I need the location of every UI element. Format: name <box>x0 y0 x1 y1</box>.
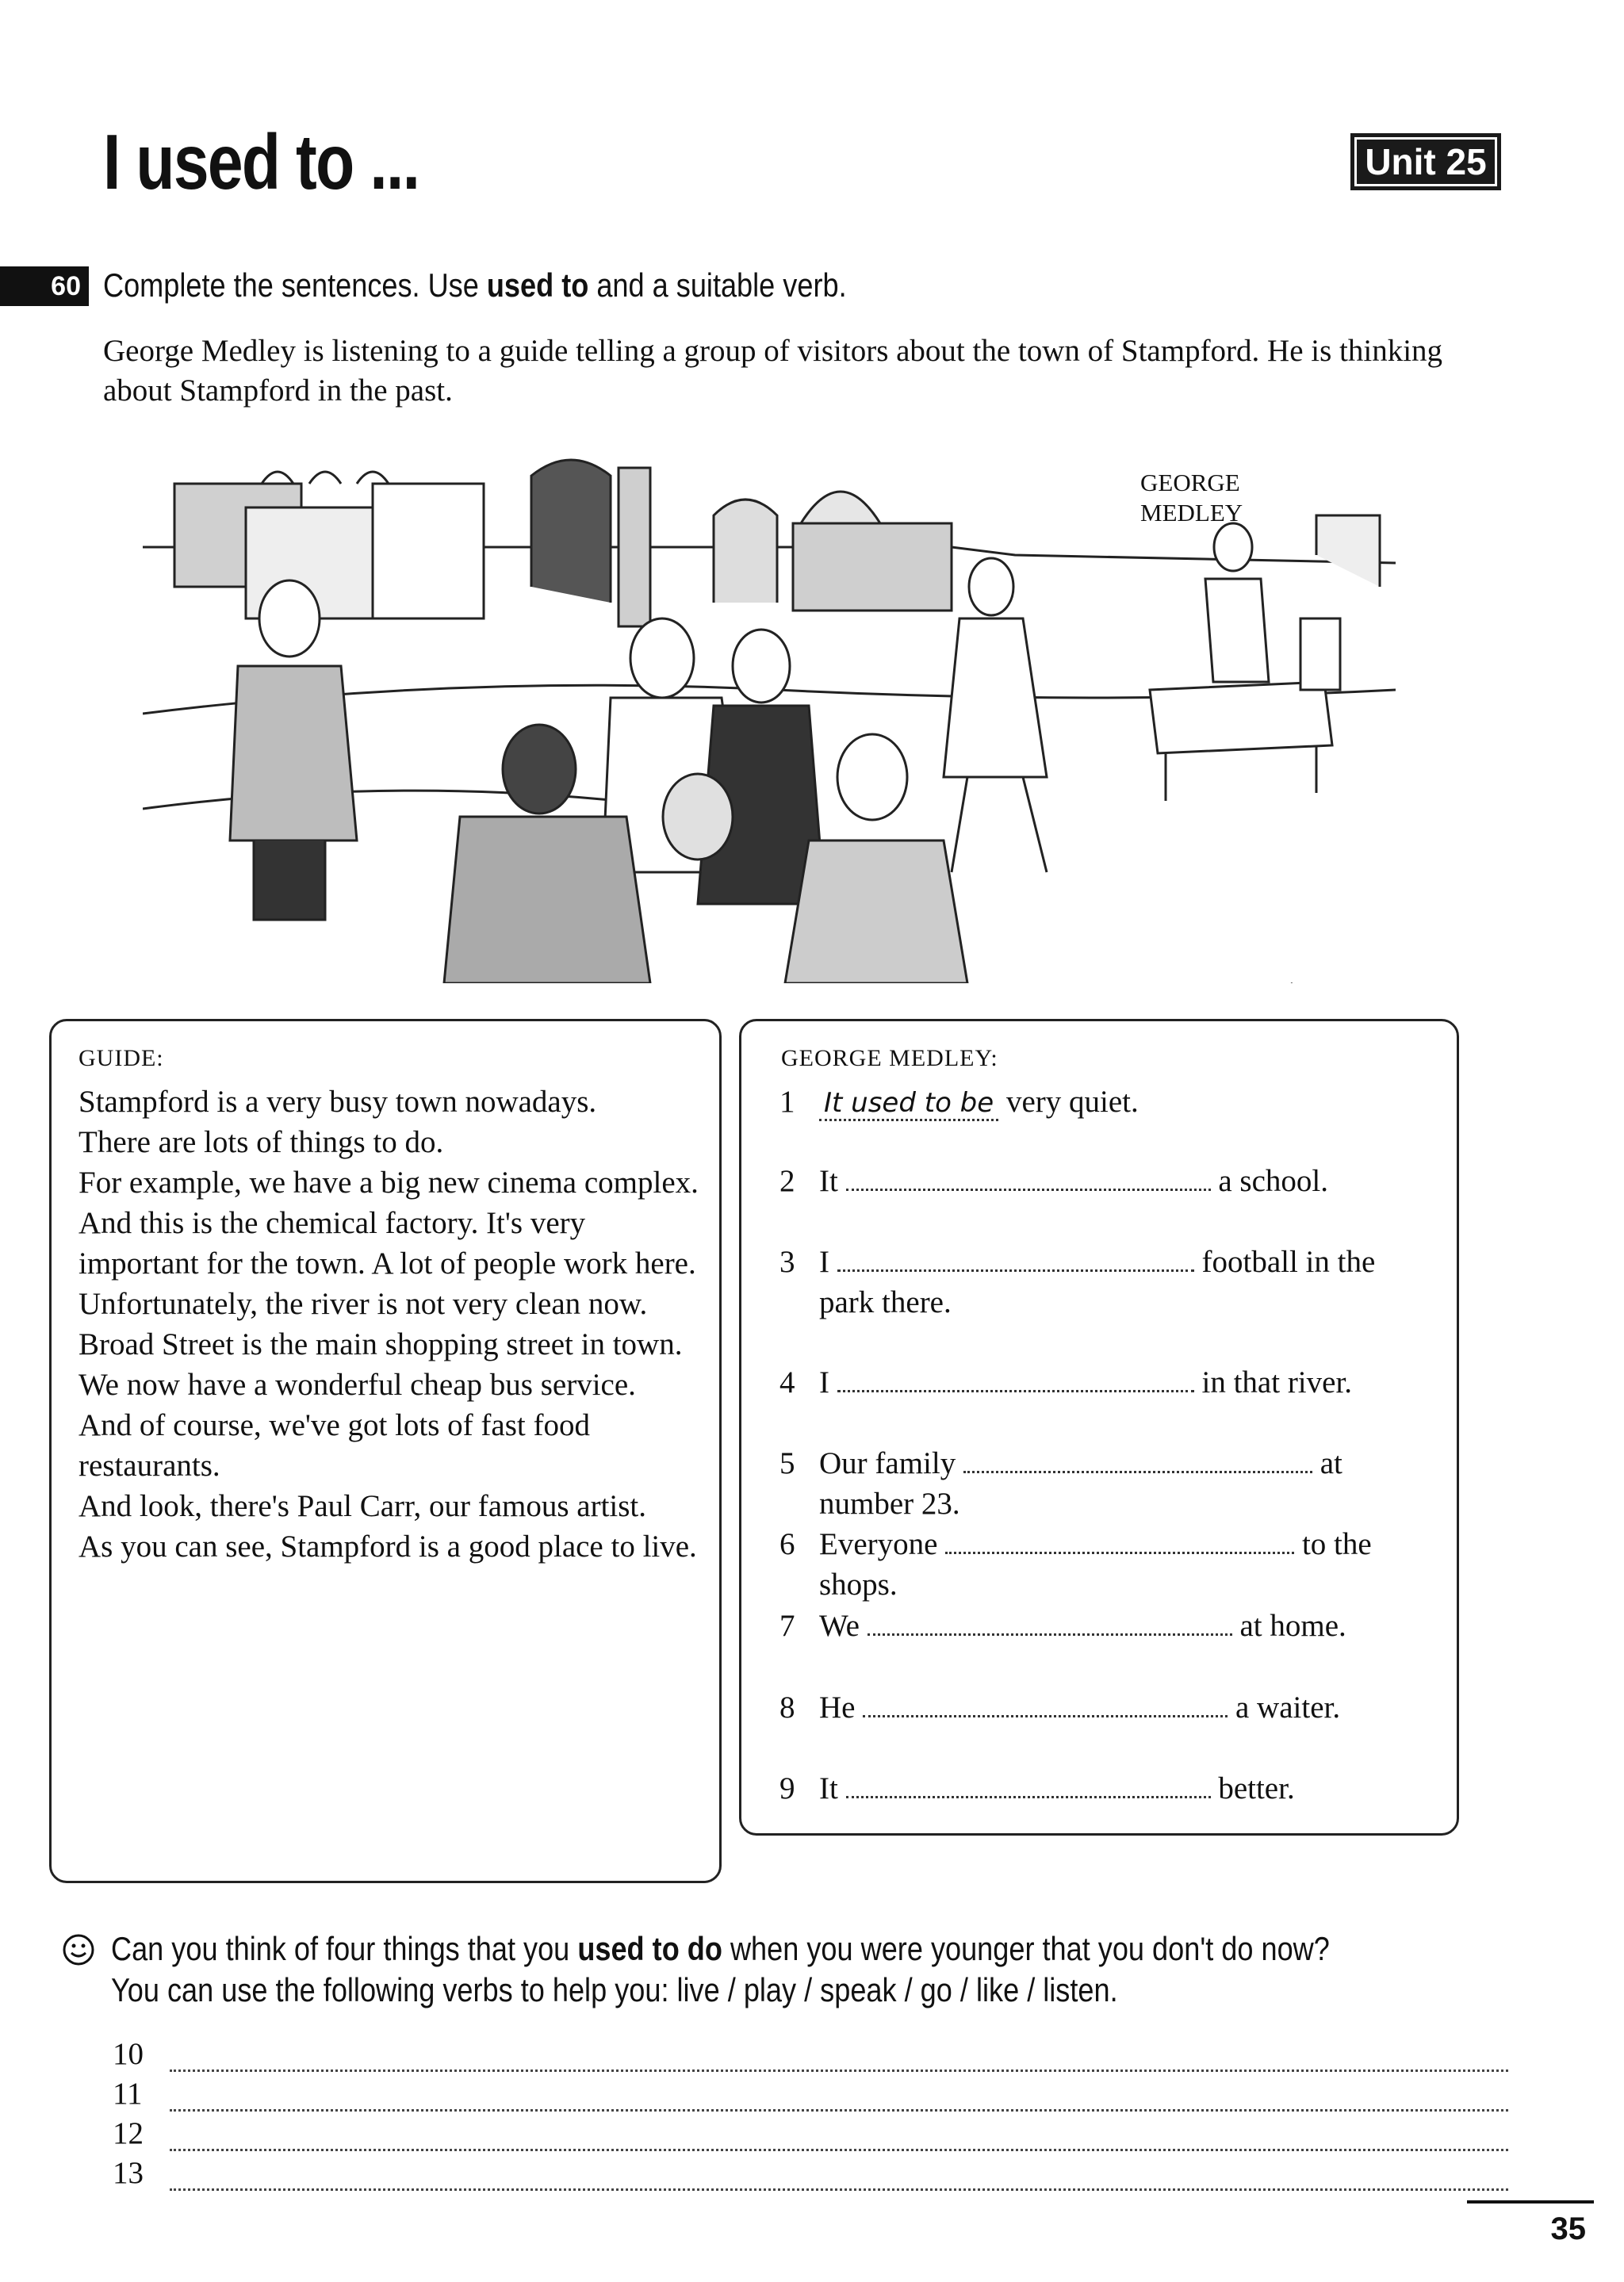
medley-heading: GEORGE MEDLEY: <box>781 1045 998 1071</box>
sentence-3 <box>779 1242 1438 1323</box>
question-text-1: Can you think of four things that you <box>111 1930 578 1967</box>
line-number: 10 <box>113 2037 144 2071</box>
sentence-start: It <box>819 1771 838 1805</box>
sentence-number: 4 <box>779 1365 795 1399</box>
sentence-number: 2 <box>779 1164 795 1198</box>
answer-blank[interactable] <box>963 1445 1312 1473</box>
guide-line: Unfortunately, the river is not very clean now. <box>79 1287 648 1321</box>
sentence-number: 3 <box>779 1245 795 1279</box>
example-answer: It used to be <box>819 1087 998 1121</box>
extension-task <box>62 1928 1537 2011</box>
guide-line: And of course, we've got lots of fast food restaurants. <box>79 1408 590 1483</box>
answer-blank[interactable] <box>868 1607 1232 1636</box>
guide-speech-panel <box>49 1019 722 1883</box>
writing-rule[interactable] <box>170 2088 1508 2112</box>
sentence-number: 1 <box>779 1085 795 1119</box>
answer-line-12[interactable] <box>113 2115 1508 2151</box>
sentence-ending: at number 23. <box>819 1446 1342 1521</box>
sentence-start: I <box>819 1365 829 1399</box>
smiley-icon <box>62 1933 95 1966</box>
exercise-instruction <box>103 266 847 304</box>
answer-blank[interactable] <box>837 1243 1194 1272</box>
guide-line: Broad Street is the main shopping street in town. <box>79 1327 683 1361</box>
medley-speech-panel <box>739 1019 1459 1836</box>
sentence-ending: in that river. <box>1201 1365 1353 1399</box>
writing-rule[interactable] <box>170 2167 1508 2191</box>
sentence-number: 7 <box>779 1609 795 1643</box>
guide-heading: GUIDE: <box>79 1045 164 1071</box>
exercise-number: 60 <box>0 266 89 306</box>
page-number: 35 <box>1467 2200 1594 2247</box>
sentence-ending: to the shops. <box>819 1527 1372 1602</box>
sentence-start: I <box>819 1245 829 1279</box>
sentence-7 <box>779 1606 1438 1646</box>
answer-blank[interactable] <box>837 1364 1194 1392</box>
answer-line-13[interactable] <box>113 2155 1508 2191</box>
sentence-start: It <box>819 1164 838 1198</box>
sentence-number: 8 <box>779 1690 795 1725</box>
sentence-ending: a school. <box>1218 1164 1328 1198</box>
sentence-number: 5 <box>779 1446 795 1480</box>
writing-rule[interactable] <box>170 2127 1508 2151</box>
guide-line: For example, we have a big new cinema complex. <box>79 1166 699 1200</box>
sentence-ending: football in the park there. <box>819 1245 1376 1319</box>
question-bold: used to do <box>577 1930 722 1967</box>
guide-line: We now have a wonderful cheap bus service. <box>79 1368 636 1402</box>
extension-question <box>111 1928 1543 2011</box>
sentence-number: 6 <box>779 1527 795 1561</box>
sentence-1 <box>779 1082 1438 1124</box>
guide-line: There are lots of things to do. <box>79 1125 444 1159</box>
line-number: 13 <box>113 2156 144 2190</box>
answer-blank[interactable] <box>863 1689 1228 1717</box>
instruction-text-1: Complete the sentences. Use <box>103 266 487 304</box>
sentence-ending: a waiter. <box>1235 1690 1341 1725</box>
verb-hint: You can use the following verbs to help you: live / play / speak / go / like / listen. <box>111 1971 1118 2008</box>
unit-badge: Unit 25 <box>1350 133 1501 190</box>
answer-line-11[interactable] <box>113 2076 1508 2112</box>
answer-blank[interactable] <box>846 1162 1211 1191</box>
writing-rule[interactable] <box>170 2048 1508 2072</box>
answer-blank[interactable] <box>945 1526 1294 1554</box>
sentence-start: He <box>819 1690 856 1725</box>
sentence-8 <box>779 1687 1438 1728</box>
sentence-9 <box>779 1768 1438 1809</box>
guide-line: And this is the chemical factory. It's very important for the town. A lot of people work here. <box>79 1206 696 1281</box>
sentence-4 <box>779 1362 1438 1403</box>
line-number: 12 <box>113 2116 144 2150</box>
answer-blank[interactable] <box>846 1770 1211 1798</box>
sentence-ending: better. <box>1218 1771 1295 1805</box>
exercise-intro: George Medley is listening to a guide telling a group of visitors about the town of Stampford. He is thinking about Stampford in the past. <box>103 334 1443 408</box>
line-number: 11 <box>113 2077 143 2111</box>
instruction-text-2: and a suitable verb. <box>588 266 847 304</box>
guide-line: And look, there's Paul Carr, our famous artist. <box>79 1489 646 1523</box>
character-label-line-2: MEDLEY <box>1140 499 1243 526</box>
sentence-2 <box>779 1161 1438 1201</box>
instruction-bold: used to <box>486 266 589 304</box>
sentence-ending: very quiet. <box>1005 1085 1139 1119</box>
sentence-6 <box>779 1524 1438 1605</box>
guide-text <box>79 1082 713 1567</box>
sentence-number: 9 <box>779 1771 795 1805</box>
question-text-2: when you were younger that you don't do now? <box>722 1930 1330 1967</box>
sentence-start: Everyone <box>819 1527 938 1561</box>
guide-line: As you can see, Stampford is a good place to live. <box>79 1530 697 1564</box>
sentence-ending: at home. <box>1239 1609 1346 1643</box>
page-title: I used to ... <box>103 118 419 205</box>
sentence-start: Our family <box>819 1446 956 1480</box>
character-label-line-1: GEORGE <box>1140 469 1240 496</box>
guide-line: Stampford is a very busy town nowadays. <box>79 1085 597 1119</box>
sentence-start: We <box>819 1609 860 1643</box>
sentence-5 <box>779 1443 1438 1524</box>
answer-line-10[interactable] <box>113 2036 1508 2072</box>
george-medley-label <box>1140 468 1243 528</box>
